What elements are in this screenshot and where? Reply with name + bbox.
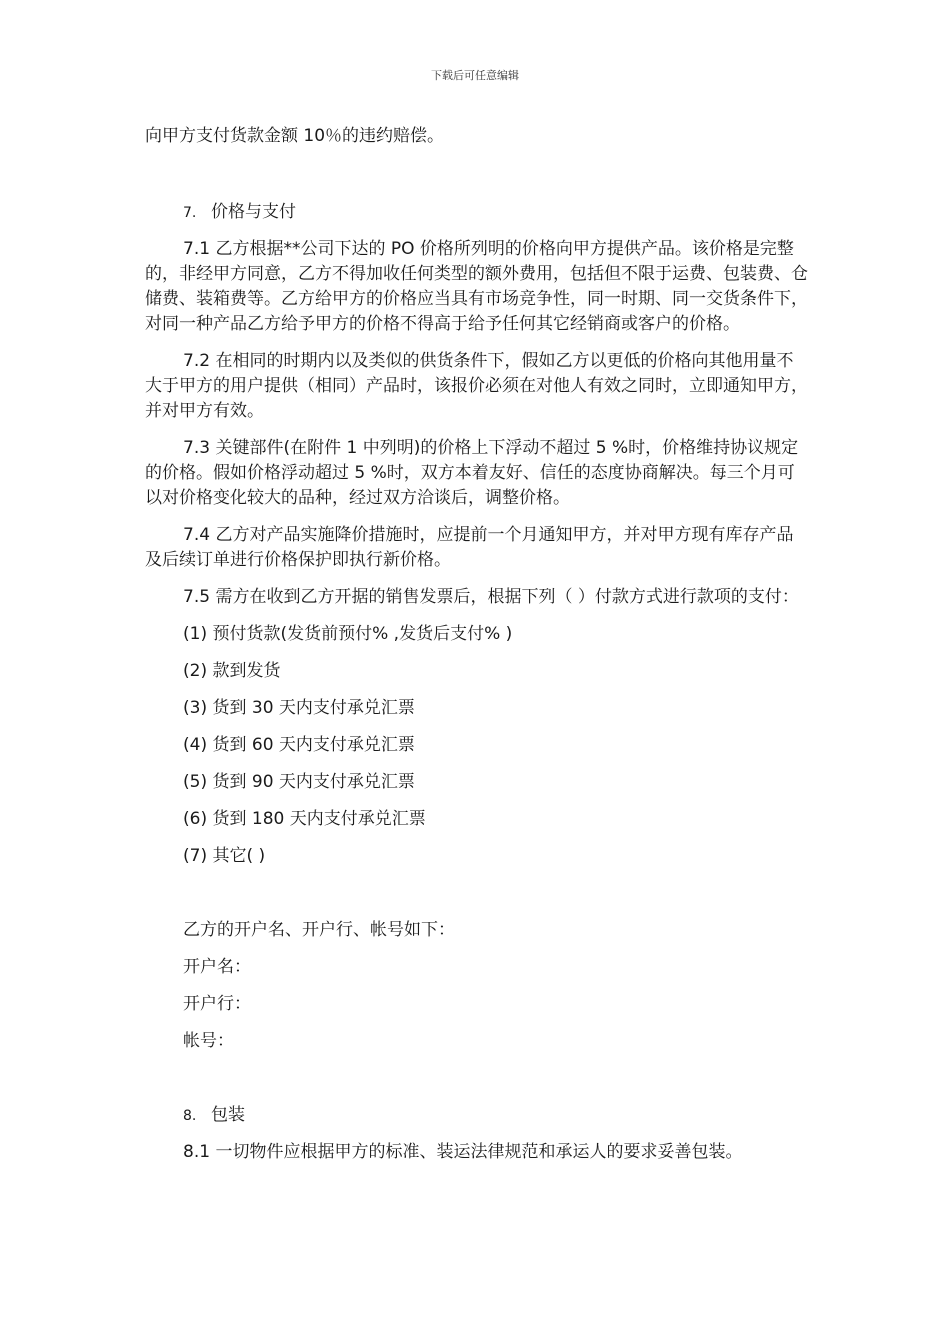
clause-7-1: 7.1 乙方根据**公司下达的 PO 价格所列明的价格向甲方提供产品。该价格是完整的，非经甲方同意，乙方不得加收任何类型的额外费用，包括但不限于运费、包装费、仓储费、装箱费等。乙方给甲方的价格应当具有市场竞争性，同一时期、同一交货条件下，对同一种产品乙方给予甲方的价格不得高于给予任何其它经销商或客户的价格。 — [145, 239, 808, 334]
page-header: 下载后可任意编辑 — [431, 69, 519, 82]
section-7-title: 价格与支付 — [211, 202, 296, 222]
clause-8-1: 8.1 一切物件应根据甲方的标准、装运法律规范和承运人的要求妥善包装。 — [183, 1142, 743, 1162]
account-bank-label: 开户行： — [183, 994, 251, 1014]
section-7-number: 7. — [183, 205, 197, 221]
clause-7-2: 7.2 在相同的时期内以及类似的供货条件下，假如乙方以更低的价格向其他用量不大于甲方的用户提供（相同）产品时，该报价必须在对他人有效之同时，立即通知甲方，并对甲方有效。 — [145, 351, 808, 421]
payment-option-5: (5) 货到 90 天内支付承兑汇票 — [183, 772, 415, 792]
section-8-heading — [145, 1103, 810, 1129]
payment-option-2: (2) 款到发货 — [183, 661, 281, 681]
intro-paragraph: 向甲方支付货款金额 10％的违约赔偿。 — [145, 126, 445, 146]
account-number-label: 帐号： — [183, 1031, 234, 1051]
clause-7-4: 7.4 乙方对产品实施降价措施时，应提前一个月通知甲方，并对甲方现有库存产品及后续订单进行价格保护即执行新价格。 — [145, 525, 794, 570]
payment-option-4: (4) 货到 60 天内支付承兑汇票 — [183, 735, 415, 755]
document-body — [145, 124, 810, 1165]
section-8-title: 包装 — [211, 1105, 245, 1125]
section-8-number: 8. — [183, 1108, 197, 1124]
account-name-label: 开户名： — [183, 957, 251, 977]
payment-option-3: (3) 货到 30 天内支付承兑汇票 — [183, 698, 415, 718]
clause-7-3: 7.3 关键部件(在附件 1 中列明)的价格上下浮动不超过 5 %时，价格维持协议规定的价格。假如价格浮动超过 5 %时，双方本着友好、信任的态度协商解决。每三个月可以对价格变化较大的品种，经过双方洽谈后，调整价格。 — [145, 438, 799, 508]
payment-option-1: (1) 预付货款(发货前预付% ,发货后支付% ) — [183, 624, 513, 644]
account-intro: 乙方的开户名、开户行、帐号如下： — [183, 920, 455, 940]
payment-option-6: (6) 货到 180 天内支付承兑汇票 — [183, 809, 426, 829]
section-7-heading — [145, 200, 810, 226]
clause-7-5: 7.5 需方在收到乙方开据的销售发票后，根据下列（ ）付款方式进行款项的支付： — [183, 587, 799, 607]
payment-option-7: (7) 其它( ) — [183, 846, 266, 866]
